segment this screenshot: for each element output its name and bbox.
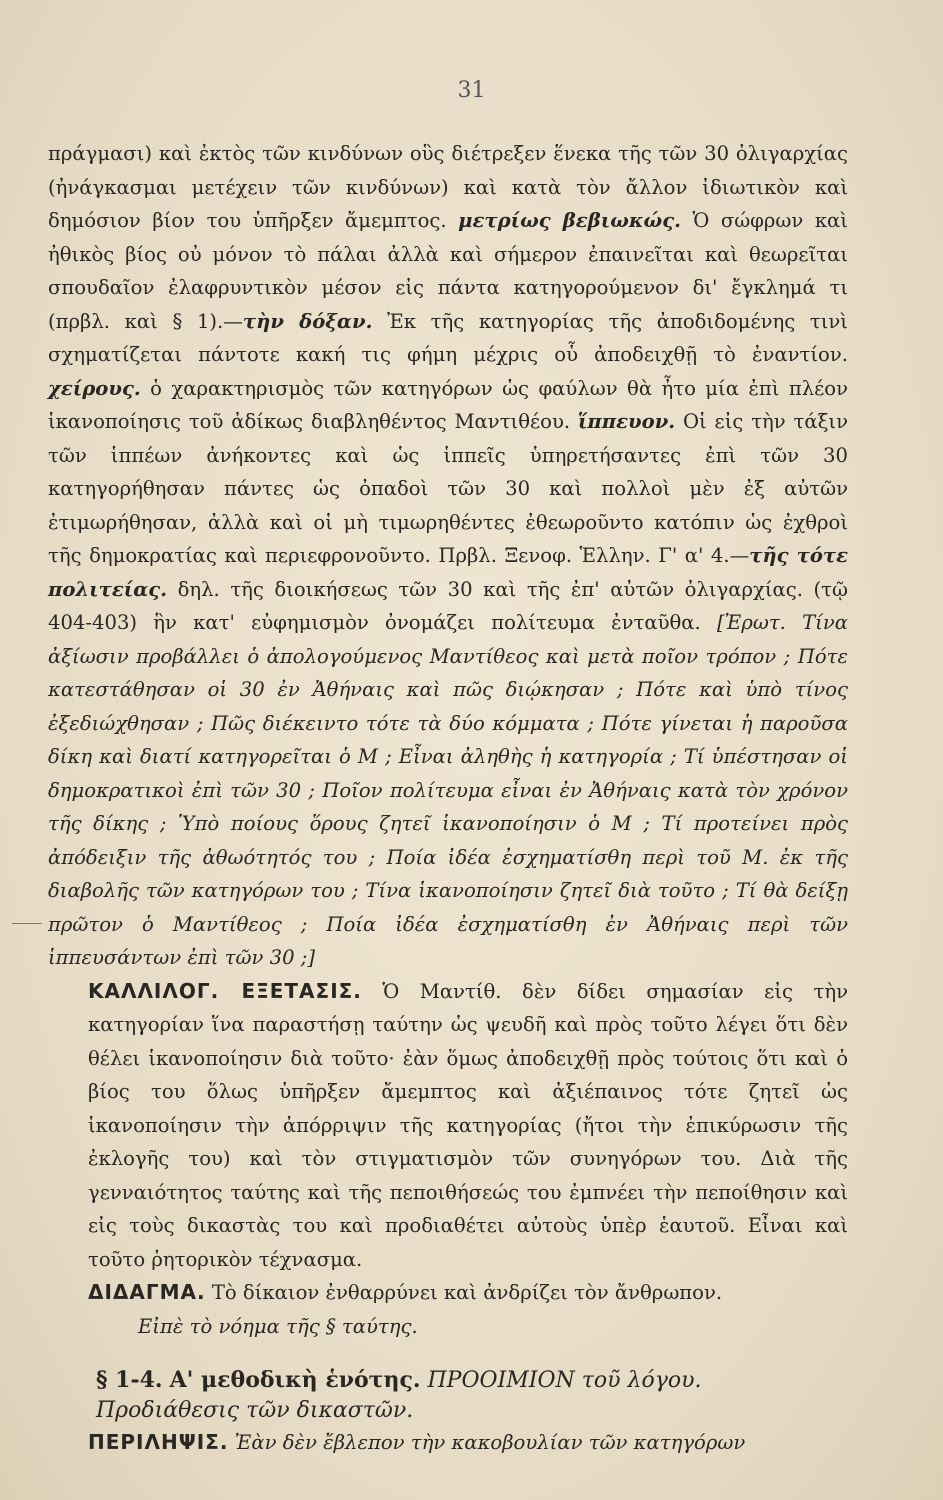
lemma: μετρίως βεβιωκώς. — [458, 209, 681, 232]
section-name: Α' μεθοδικὴ ἑνότης. — [169, 1367, 421, 1393]
page-number: 31 — [457, 78, 486, 103]
text-run: Οἱ εἰς τὴν τάξιν τῶν ἱππέων ἀνήκοντες καὶ ὡς ἱππεῖς ὑπηρετήσαντες ἐπὶ τῶν 30 κατηγορήθησαν πάντες ὡς ὀπαδοὶ τῶν 30 καὶ πολλοὶ μὲν ἐξ αὐτῶν ἐτιμωρήθησαν, ἀλλὰ καὶ οἱ μὴ τιμωρηθέντες ἐθεωροῦντο κατόπιν ὡς ἐχθροὶ τῆς δημοκρατίας καὶ περιεφρονοῦντο. Πρβλ. Ξενοφ. Ἑλλην. Γ' α' 4.— — [48, 410, 848, 567]
lemma: χείρους. — [48, 376, 141, 400]
section-label: ΚΑΛΛΙΛΟΓ. ΕΞΕΤΑΣΙΣ. — [88, 978, 362, 1003]
paragraph-lesson — [48, 1276, 848, 1310]
section-label: ΔΙΔΑΓΜΑ. — [88, 1280, 206, 1304]
lemma: ἵππευον. — [577, 410, 676, 433]
margin-mark — [12, 905, 42, 924]
section-title: ΠΡΟΟΙΜΙΟΝ τοῦ λόγου. — [420, 1368, 702, 1393]
section-number: § 1-4. — [96, 1367, 163, 1393]
section-heading — [48, 1365, 848, 1426]
text-run: πράγμασι) καὶ ἐκτὸς τῶν κινδύνων οὓς διέτρεξεν ἕνεκα τῆς τῶν 30 ὀλιγαρχίας (ἠνάγκασμαι μετέχειν τῶν κινδύνων) καὶ κατὰ τὸν ἄλλον ἰδιωτικὸν καὶ δημόσιον βίον του ὑπῆρξεν ἄμεμπτος. — [48, 142, 848, 232]
text-run: ὁ χαρακτηρισμὸς τῶν κατηγόρων ὡς φαύλων θὰ ἦτο μία ἐπὶ πλέον ἱκανοποίησις τοῦ ἀδίκως διαβληθέντος Μαντιθέου. — [48, 376, 848, 433]
lesson-prompt: Εἰπὲ τὸ νόημα τῆς § ταύτης. — [138, 1314, 418, 1338]
paragraph-commentary — [48, 137, 848, 975]
lemma: τῆς τότε πολιτείας. — [48, 544, 848, 601]
lemma: τὴν δόξαν. — [242, 309, 373, 333]
text-run: Ὁ Μαντίθ. δὲν δίδει σημασίαν εἰς τὴν κατηγορίαν ἵνα παραστήσῃ ταύτην ὡς ψευδῆ καὶ πρὸς τοῦτο λέγει ὅτι δὲν θέλει ἱκανοποίησιν διὰ τοῦτο· ἐὰν ὅμως ἀποδειχθῇ πρὸς τούτοις ὅτι καὶ ὁ βίος του ὅλως ὑπῆρξεν ἄμεμπτος καὶ ἀξιέπαινος τότε ζητεῖ ὡς ἱκανοποίησιν τὴν ἀπόρριψιν τῆς κατηγορίας (ἤτοι τὴν ἐπικύρωσιν τῆς ἐκλογῆς του) καὶ τὸν στιγματισμὸν τῶν συνηγόρων του. Διὰ τῆς γενναιότητος ταύτης καὶ τῆς πεποιθήσεώς του ἐμπνέει τὴν πεποίθησιν καὶ εἰς τοὺς δικαστὰς του καὶ προδιαθέτει αὐτοὺς ὑπὲρ ἑαυτοῦ. Εἶναι καὶ τοῦτο ῥητορικὸν τέχνασμα. — [88, 979, 848, 1271]
text-run: Ὁ σώφρων καὶ ἠθικὸς βίος οὐ μόνον τὸ πάλαι ἀλλὰ καὶ σήμερον ἐπαινεῖται καὶ θεωρεῖται σπουδαῖον ἐλαφρυντικὸν μέσον εἰς πάντα κατηγορούμενον δι' ἔγκλημά τι (πρβλ. καὶ § 1).— — [48, 209, 848, 333]
section-subtitle: Προδιάθεσις τῶν δικαστῶν. — [96, 1398, 414, 1423]
paragraph-stylistic-analysis — [48, 975, 848, 1277]
text-run: δηλ. τῆς διοικήσεως τῶν 30 καὶ τῆς ἐπ' αὐτῶν ὀλιγαρχίας. (τῷ 404-403) ἣν κατ' εὐφημισμὸν ὀνομάζει πολίτευμα ἐνταῦθα. — [48, 577, 848, 634]
text-run: Τὸ δίκαιον ἐνθαρρύνει καὶ ἀνδρίζει τὸν ἄνθρωπον. — [205, 1281, 723, 1304]
paragraph-summary — [48, 1426, 848, 1460]
text-run: Ἐκ τῆς κατηγορίας τῆς ἀποδιδομένης τινὶ σχηματίζεται πάντοτε κακή τις φήμη μέχρις οὗ ἀποδειχθῇ τὸ ἐναντίον. — [48, 309, 848, 366]
body-text — [48, 137, 848, 1460]
questions: [Ἐρωτ. Τίνα ἀξίωσιν προβάλλει ὁ ἀπολογούμενος Μαντίθεος καὶ μετὰ ποῖον τρόπον ; Πότε κατεστάθησαν οἱ 30 ἐν Ἀθήναις καὶ πῶς διῴκησαν ; Πότε καὶ ὑπὸ τίνος ἐξεδιώχθησαν ; Πῶς διέκειντο τότε τὰ δύο κόμματα ; Πότε γίνεται ἡ παροῦσα δίκη καὶ διατί κατηγορεῖται ὁ Μ ; Εἶναι ἀληθὴς ἡ κατηγορία ; Τί ὑπέστησαν οἱ δημοκρατικοὶ ἐπὶ τῶν 30 ; Ποῖον πολίτευμα εἶναι ἐν Ἀθήναις κατὰ τὸν χρόνον τῆς δίκης ; Ὑπὸ ποίους ὅρους ζητεῖ ἱκανοποίησιν ὁ Μ ; Τί προτείνει πρὸς ἀπόδειξιν τῆς ἀθωότητός του ; Ποία ἰδέα ἐσχηματίσθη περὶ τοῦ Μ. ἐκ τῆς διαβολῆς τῶν κατηγόρων του ; Τίνα ἱκανοποίησιν ζητεῖ διὰ τοῦτο ; Τί θὰ δείξῃ πρῶτον ὁ Μαντίθεος ; Ποία ἰδέα ἐσχηματίσθη ἐν Ἀθήναις περὶ τῶν ἱππευσάντων ἐπὶ τῶν 30 ;] — [48, 611, 849, 969]
section-label: ΠΕΡΙΛΗΨΙΣ. — [88, 1430, 229, 1454]
text-run: Ἐὰν δὲν ἔβλεπον τὴν κακοβουλίαν τῶν κατηγόρων — [228, 1431, 746, 1454]
